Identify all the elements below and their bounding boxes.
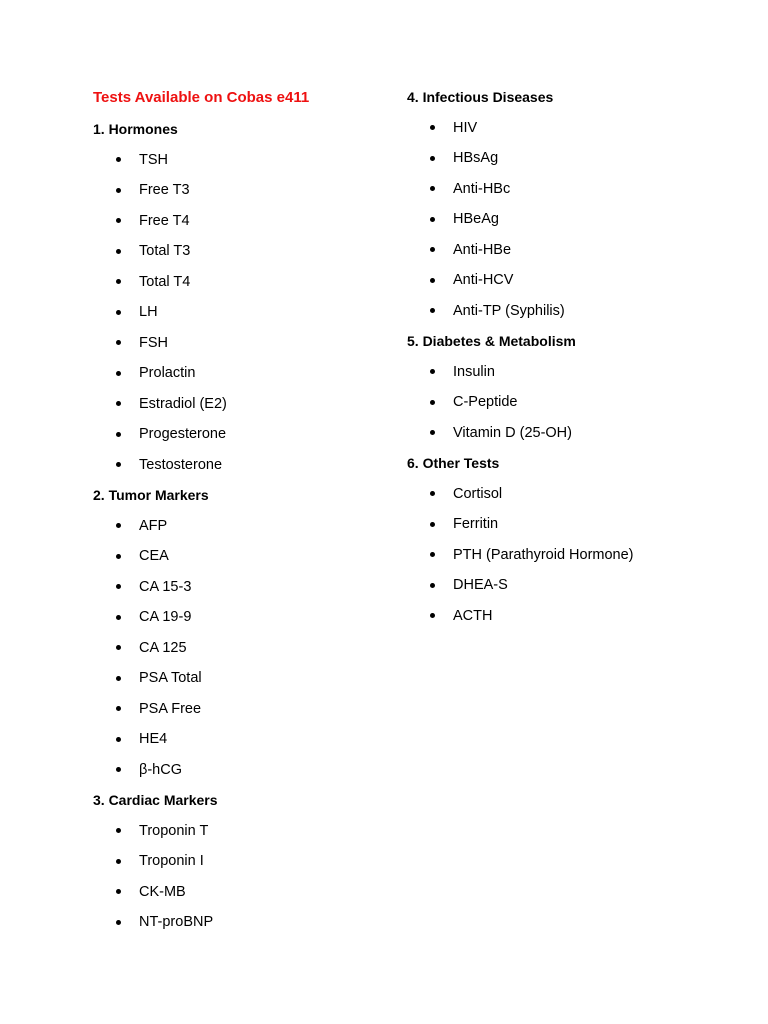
list-item — [93, 424, 433, 455]
list-item — [93, 577, 433, 608]
bullet-icon — [116, 279, 121, 284]
test-name: Troponin I — [139, 853, 204, 869]
bullet-icon — [116, 218, 121, 223]
bullet-icon — [116, 828, 121, 833]
test-name: ACTH — [453, 607, 493, 624]
test-name: Total T4 — [139, 273, 191, 290]
list-item — [407, 148, 747, 179]
bullet-icon — [430, 613, 435, 618]
test-name: PSA Free — [139, 700, 202, 717]
test-name: CK-MB — [139, 883, 186, 900]
bullet-icon — [116, 920, 121, 925]
test-list — [407, 362, 747, 454]
test-section — [93, 790, 433, 943]
test-name: Progesterone — [139, 426, 227, 442]
test-name: CA 19-9 — [139, 609, 192, 625]
test-list — [93, 821, 433, 943]
test-name: Anti-HBe — [453, 241, 512, 258]
section-heading: 4. Infectious Diseases — [407, 89, 554, 105]
bullet-icon — [116, 340, 121, 345]
list-item — [407, 575, 747, 606]
list-item — [407, 270, 747, 301]
test-name: Free T4 — [139, 212, 190, 229]
section-heading: 1. Hormones — [93, 121, 178, 137]
test-name: Free T3 — [139, 182, 190, 198]
test-section — [407, 87, 747, 331]
list-item — [407, 362, 747, 393]
test-name: TSH — [139, 151, 168, 168]
bullet-icon — [116, 157, 121, 162]
list-item — [93, 516, 433, 547]
test-name: β-hCG — [139, 761, 182, 778]
test-name: LH — [139, 304, 158, 320]
bullet-icon — [430, 156, 435, 161]
list-item — [93, 302, 433, 333]
list-item — [93, 150, 433, 181]
list-item — [93, 821, 433, 852]
bullet-icon — [116, 188, 121, 193]
test-name: Prolactin — [139, 365, 196, 381]
bullet-icon — [116, 462, 121, 467]
test-list — [407, 484, 747, 637]
list-item — [93, 760, 433, 791]
list-item — [407, 514, 747, 545]
test-list — [93, 150, 433, 486]
test-name: Cortisol — [453, 485, 503, 502]
bullet-icon — [430, 217, 435, 222]
test-name: Anti-HBc — [453, 180, 511, 197]
list-item — [407, 301, 747, 332]
test-name: NT-proBNP — [139, 914, 214, 930]
test-name: HBsAg — [453, 150, 499, 166]
section-heading: 3. Cardiac Markers — [93, 792, 218, 808]
bullet-icon — [430, 491, 435, 496]
test-name: Insulin — [453, 363, 495, 380]
list-item — [93, 729, 433, 760]
bullet-icon — [430, 400, 435, 405]
test-name: CA 125 — [139, 639, 187, 656]
list-item — [93, 333, 433, 364]
list-item — [93, 211, 433, 242]
list-item — [407, 392, 747, 423]
test-name: HIV — [453, 119, 478, 136]
list-item — [93, 882, 433, 913]
list-item — [407, 118, 747, 149]
bullet-icon — [430, 186, 435, 191]
list-item — [93, 363, 433, 394]
left-column — [93, 119, 433, 943]
test-section — [93, 485, 433, 790]
bullet-icon — [116, 554, 121, 559]
bullet-icon — [116, 523, 121, 528]
list-item — [93, 272, 433, 303]
test-section — [93, 119, 433, 485]
test-list — [93, 516, 433, 791]
test-section — [407, 331, 747, 453]
bullet-icon — [430, 125, 435, 130]
test-list — [407, 118, 747, 332]
list-item — [93, 546, 433, 577]
bullet-icon — [116, 401, 121, 406]
bullet-icon — [116, 859, 121, 864]
test-name: CA 15-3 — [139, 578, 192, 595]
list-item — [93, 241, 433, 272]
list-item — [407, 240, 747, 271]
bullet-icon — [430, 522, 435, 527]
list-item — [93, 668, 433, 699]
bullet-icon — [430, 278, 435, 283]
test-name: Testosterone — [139, 456, 223, 473]
bullet-icon — [116, 706, 121, 711]
test-name: Vitamin D (25-OH) — [453, 424, 572, 441]
test-name: FSH — [139, 334, 168, 351]
list-item — [93, 180, 433, 211]
list-item — [93, 607, 433, 638]
section-heading: 5. Diabetes & Metabolism — [407, 333, 576, 349]
list-item — [407, 606, 747, 637]
list-item — [93, 638, 433, 669]
bullet-icon — [430, 308, 435, 313]
list-item — [93, 851, 433, 882]
list-item — [93, 699, 433, 730]
test-name: Ferritin — [453, 516, 499, 532]
bullet-icon — [116, 584, 121, 589]
list-item — [407, 545, 747, 576]
bullet-icon — [116, 249, 121, 254]
section-heading: 2. Tumor Markers — [93, 487, 209, 503]
bullet-icon — [430, 430, 435, 435]
bullet-icon — [430, 583, 435, 588]
test-name: HE4 — [139, 731, 168, 747]
list-item — [93, 912, 433, 943]
section-heading: 6. Other Tests — [407, 455, 500, 471]
test-name: Anti-HCV — [453, 272, 514, 288]
test-name: Anti-TP (Syphilis) — [453, 302, 565, 319]
list-item — [93, 455, 433, 486]
bullet-icon — [116, 310, 121, 315]
test-name: PSA Total — [139, 670, 202, 686]
bullet-icon — [116, 767, 121, 772]
bullet-icon — [116, 737, 121, 742]
bullet-icon — [116, 645, 121, 650]
bullet-icon — [116, 676, 121, 681]
test-name: DHEA-S — [453, 577, 508, 593]
bullet-icon — [116, 371, 121, 376]
bullet-icon — [116, 432, 121, 437]
test-name: CEA — [139, 548, 169, 564]
bullet-icon — [116, 889, 121, 894]
list-item — [93, 394, 433, 425]
list-item — [407, 423, 747, 454]
list-item — [407, 179, 747, 210]
document-title: Tests Available on Cobas e411 — [93, 89, 310, 106]
bullet-icon — [430, 552, 435, 557]
bullet-icon — [116, 615, 121, 620]
test-name: HBeAg — [453, 211, 499, 227]
test-name: PTH (Parathyroid Hormone) — [453, 546, 634, 563]
test-name: Troponin T — [139, 822, 209, 839]
test-name: Total T3 — [139, 243, 191, 259]
test-name: C-Peptide — [453, 394, 518, 410]
bullet-icon — [430, 247, 435, 252]
test-name: Estradiol (E2) — [139, 395, 227, 412]
test-name: AFP — [139, 517, 168, 534]
test-section — [407, 453, 747, 636]
right-column — [407, 87, 747, 636]
list-item — [407, 209, 747, 240]
list-item — [407, 484, 747, 515]
bullet-icon — [430, 369, 435, 374]
